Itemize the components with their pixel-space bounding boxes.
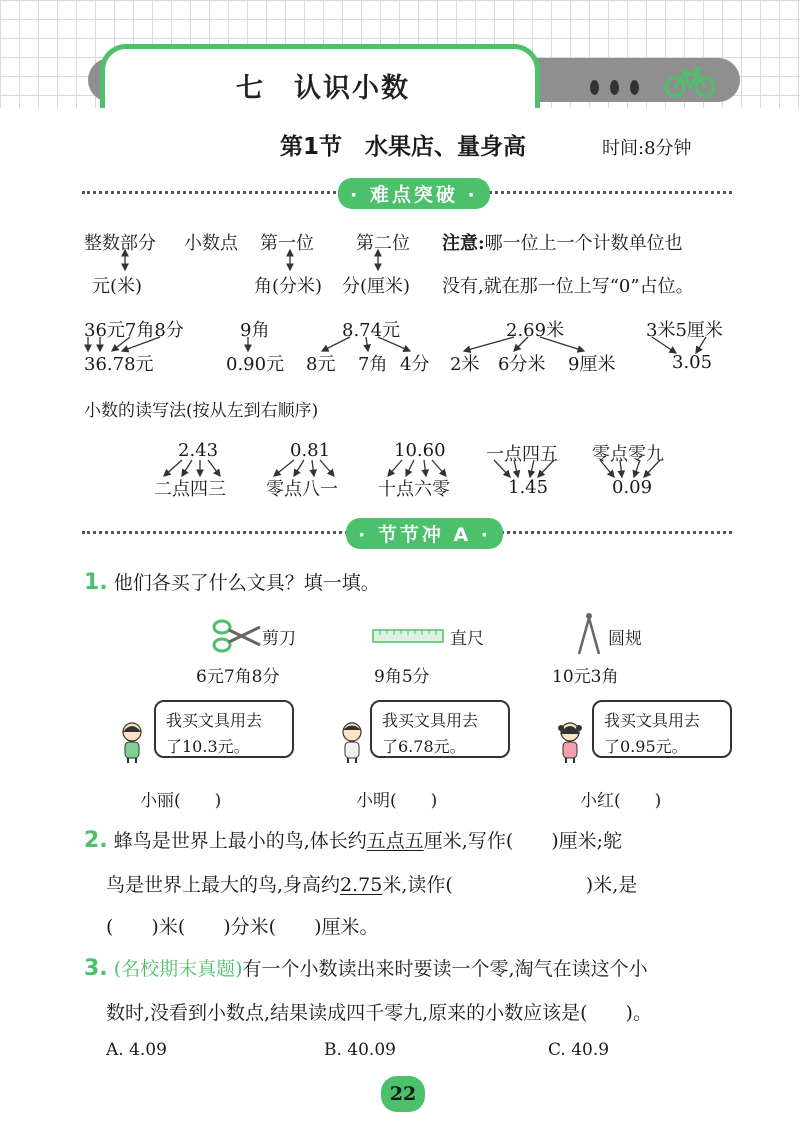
- arrow: [208, 460, 220, 476]
- speech-bubble: [370, 700, 510, 758]
- compass-icon: [574, 612, 604, 656]
- rw-2-top: 0.81: [290, 440, 331, 461]
- rw-5-bottom: 0.09: [612, 477, 653, 498]
- question-2-line-2: [106, 870, 637, 897]
- practice-badge: · 节节冲 A ·: [346, 518, 503, 549]
- item-compass-price: 10元3角: [552, 667, 619, 687]
- label-decimal-point: 小数点: [184, 233, 238, 254]
- unit-fen: 分(厘米): [342, 276, 411, 297]
- arrow: [494, 460, 510, 477]
- girl-avatar: [118, 722, 146, 764]
- bubble-line-2: 了10.3元。: [166, 737, 250, 756]
- arrow: [514, 337, 528, 351]
- item-ruler-label: 直尺: [450, 629, 484, 649]
- arrow: [424, 460, 426, 476]
- q3-text-1: 有一个小数读出来时要读一个零,淘气在读这个小: [242, 958, 648, 980]
- difficulty-badge: · 难点突破 ·: [338, 178, 490, 209]
- question-3-line-1: [84, 954, 648, 981]
- arrow: [388, 460, 402, 476]
- arrow: [366, 337, 368, 351]
- bubble-line-1: 我买文具用去: [382, 711, 479, 730]
- answer-xiaoli[interactable]: 小丽( ): [140, 791, 222, 811]
- rw-5-top: 零点零九: [592, 444, 664, 465]
- girl-avatar: [556, 722, 584, 764]
- q2-text-b: 厘米,写作( )厘米;鸵: [423, 830, 623, 852]
- arrow: [322, 337, 350, 351]
- arrow: [652, 337, 676, 353]
- bubble-line-1: 我买文具用去: [166, 711, 263, 730]
- arrow: [644, 460, 660, 477]
- example-5-bottom: 3.05: [672, 352, 713, 373]
- label-first-place: 第一位: [260, 233, 314, 254]
- rw-3-top: 10.60: [394, 440, 446, 461]
- question-2-line-3[interactable]: ( )米( )分米( )厘米。: [106, 916, 379, 938]
- example-4-top: 2.69米: [506, 320, 565, 341]
- q2-text-d: 米,读作( )米,是: [382, 874, 638, 896]
- arrow: [620, 460, 622, 477]
- arrow: [274, 460, 294, 476]
- arrow: [312, 460, 314, 476]
- bubble-line-2: 了6.78元。: [382, 737, 466, 756]
- q2-text-c: 鸟是世界上最大的鸟,身高约: [106, 874, 341, 896]
- option-b[interactable]: B. 40.09: [324, 1040, 396, 1060]
- question-2-line-1: [84, 826, 622, 853]
- bubble-line-2: 了0.95元。: [604, 737, 688, 756]
- q2-underlined-reading: 五点五: [366, 830, 424, 852]
- question-3-line-2: 数时,没看到小数点,结果读成四千零九,原来的小数应该是( )。: [106, 1002, 652, 1024]
- time-limit: 时间:8分钟: [602, 138, 692, 159]
- rw-1-bottom: 二点四三: [154, 479, 226, 500]
- example-3-top: 8.74元: [342, 320, 401, 341]
- page-number: 22: [381, 1076, 425, 1112]
- arrow: [406, 460, 414, 476]
- item-ruler-price: 9角5分: [374, 667, 430, 687]
- item-scissors-label: 剪刀: [262, 629, 296, 649]
- example-4-limi: 9厘米: [568, 354, 616, 375]
- unit-jiao: 角(分米): [254, 276, 323, 297]
- example-3-fen: 4分: [400, 354, 430, 375]
- example-3-jiao: 7角: [358, 354, 388, 375]
- answer-xiaoming[interactable]: 小明( ): [356, 791, 438, 811]
- question-number: 1.: [84, 570, 108, 595]
- speech-bubble: [592, 700, 732, 758]
- bubble-line-1: 我买文具用去: [604, 711, 701, 730]
- question-source-tag: (名校期末真题): [113, 958, 243, 980]
- question-1: [84, 568, 380, 595]
- read-write-title: 小数的读写法(按从左到右顺序): [84, 401, 319, 421]
- chapter-title: 七 认识小数: [236, 73, 410, 104]
- arrow: [538, 460, 554, 477]
- rw-2-bottom: 零点八一: [266, 479, 338, 500]
- example-1-bottom: 36.78元: [84, 354, 154, 375]
- example-4-fenmi: 6分米: [498, 354, 546, 375]
- rw-1-top: 2.43: [178, 440, 219, 461]
- arrow: [634, 460, 640, 477]
- arrow: [530, 460, 534, 477]
- arrow: [182, 460, 192, 476]
- arrow: [540, 337, 584, 351]
- ruler-icon: [372, 628, 444, 644]
- q2-text-a: 蜂鸟是世界上最小的鸟,体长约: [113, 830, 367, 852]
- example-2-bottom: 0.90元: [226, 354, 285, 375]
- question-text: 他们各买了什么文具？填一填。: [113, 572, 380, 594]
- arrow: [294, 460, 304, 476]
- question-number: 2.: [84, 828, 108, 853]
- item-scissors-price: 6元7角8分: [196, 667, 280, 687]
- unit-yuan: 元(米): [92, 276, 143, 297]
- label-integer-part: 整数部分: [84, 233, 156, 254]
- section-title: 第1节 水果店、量身高: [280, 134, 527, 160]
- example-2-top: 9角: [240, 320, 270, 341]
- question-number: 3.: [84, 956, 108, 981]
- arrow: [378, 337, 410, 351]
- rw-4-bottom: 1.45: [508, 477, 549, 498]
- arrow: [514, 460, 518, 477]
- label-second-place: 第二位: [356, 233, 410, 254]
- speech-bubble: [154, 700, 294, 758]
- note-line-2: 没有,就在那一位上写“0”占位。: [442, 276, 694, 297]
- scissors-icon: [212, 615, 262, 655]
- example-5-top: 3米5厘米: [646, 320, 723, 341]
- arrow: [432, 460, 446, 476]
- arrow: [696, 337, 706, 353]
- q2-underlined-number: 2.75: [340, 874, 383, 896]
- note-text-1: 哪一位上一个计数单位也: [484, 233, 683, 254]
- arrow: [600, 460, 614, 477]
- rw-4-top: 一点四五: [486, 444, 558, 465]
- item-compass-label: 圆规: [608, 629, 642, 649]
- boy-avatar: [338, 722, 366, 764]
- arrow: [320, 460, 334, 476]
- option-c[interactable]: C. 40.9: [548, 1040, 610, 1060]
- arrow: [164, 460, 182, 476]
- rw-3-bottom: 十点六零: [378, 479, 450, 500]
- example-3-yuan: 8元: [306, 354, 336, 375]
- example-1-top: 36元7角8分: [84, 320, 184, 341]
- option-a[interactable]: A. 4.09: [106, 1040, 167, 1060]
- example-4-mi: 2米: [450, 354, 480, 375]
- note-label: 注意:: [442, 233, 485, 254]
- arrow: [464, 337, 514, 351]
- answer-xiaohong[interactable]: 小红( ): [580, 791, 662, 811]
